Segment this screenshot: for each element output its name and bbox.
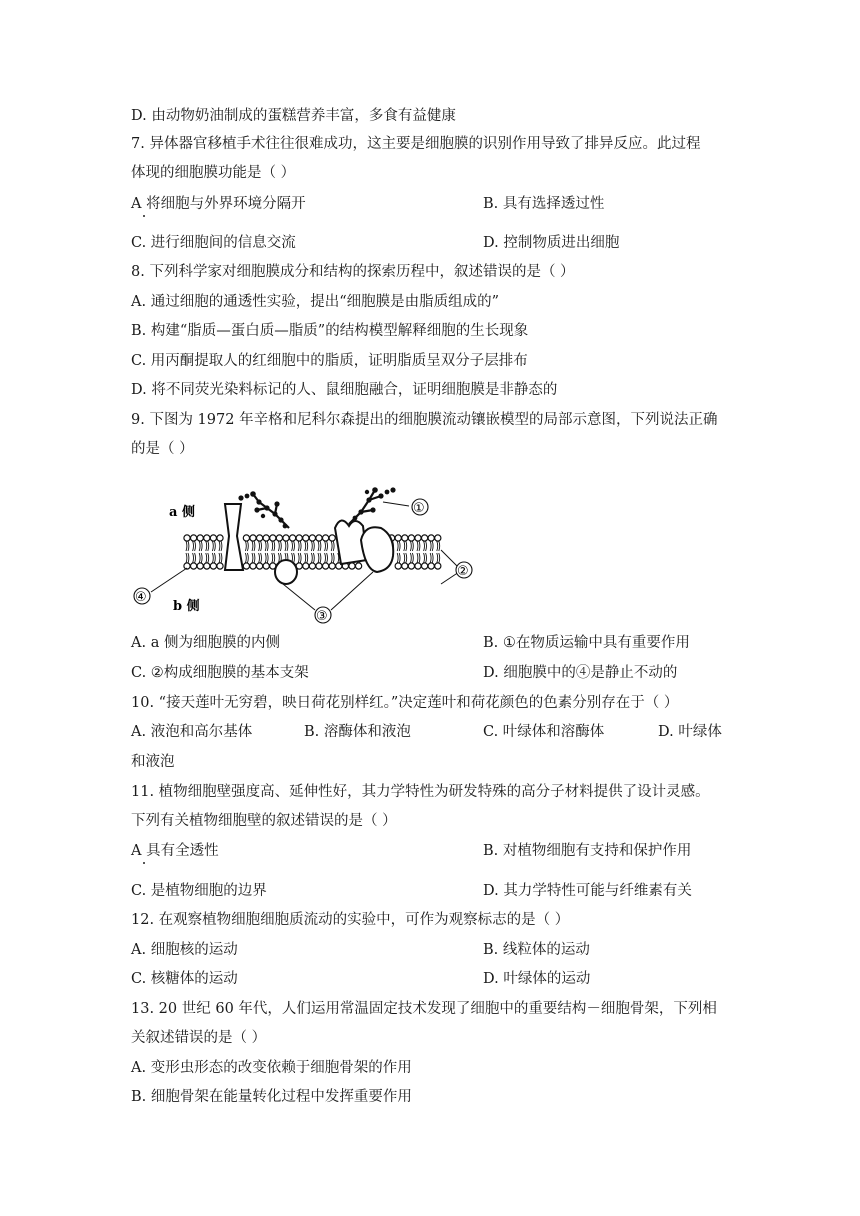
phospholipid-inner — [422, 553, 428, 569]
q10-option-c: C. 叶绿体和溶酶体 — [483, 724, 605, 740]
leader-line-1 — [383, 502, 409, 506]
cell-membrane-diagram — [129, 486, 475, 626]
q13-stem: 13. 20 世纪 60 年代，人们运用常温固定技术发现了细胞中的重要结构－细胞骨架，下列相 — [131, 1001, 717, 1017]
q7-option-a: A 将细胞与外界环境分隔开 — [131, 196, 306, 212]
phospholipid-inner — [210, 553, 216, 569]
q10-option-b: B. 溶酶体和液泡 — [304, 724, 411, 740]
phospholipid-inner — [243, 553, 249, 569]
phospholipid-inner — [323, 553, 329, 569]
phospholipid-outer — [191, 535, 197, 551]
phospholipid-inner — [435, 553, 441, 569]
q13-option-b: B. 细胞骨架在能量转化过程中发挥重要作用 — [131, 1089, 412, 1105]
phospholipid-inner — [217, 553, 223, 569]
phospholipid-outer — [422, 535, 428, 551]
phospholipid-inner — [263, 553, 269, 569]
phospholipid-outer — [243, 535, 249, 551]
q9-option-a: A. a 侧为细胞膜的内侧 — [131, 635, 280, 651]
q9-option-c: C. ②构成细胞膜的基本支架 — [131, 665, 309, 681]
phospholipid-outer — [435, 535, 441, 551]
phospholipid-inner — [309, 553, 315, 569]
phospholipid-outer — [217, 535, 223, 551]
phospholipid-outer — [270, 535, 276, 551]
label-4: ④ — [135, 590, 147, 605]
q6-option-d: D. 由动物奶油制成的蛋糕营养丰富，多食有益健康 — [131, 108, 456, 124]
label-3: ③ — [316, 609, 328, 624]
phospholipid-outer — [323, 535, 329, 551]
phospholipid-outer — [316, 535, 322, 551]
phospholipid-outer — [408, 535, 414, 551]
q11-option-c: C. 是植物细胞的边界 — [131, 883, 267, 899]
phospholipid-inner — [296, 553, 302, 569]
q12-stem: 12. 在观察植物细胞细胞质流动的实验中，可作为观察标志的是（ ） — [131, 912, 570, 928]
phospholipid-inner — [415, 553, 421, 569]
q7-stem-cont: 体现的细胞膜功能是（ ） — [131, 165, 296, 181]
q13-option-a: A. 变形虫形态的改变依赖于细胞骨架的作用 — [131, 1060, 412, 1076]
phospholipid-outer — [329, 535, 335, 551]
q11-stem-cont: 下列有关植物细胞壁的叙述错误的是（ ） — [131, 813, 397, 829]
a-side-label: a 侧 — [169, 505, 195, 520]
q9-option-b: B. ①在物质运输中具有重要作用 — [483, 635, 690, 651]
phospholipid-outer — [303, 535, 309, 551]
phospholipid-outer — [257, 535, 263, 551]
q12-option-d: D. 叶绿体的运动 — [483, 971, 591, 987]
q8-option-b: B. 构建“脂质—蛋白质—脂质”的结构模型解释细胞的生长现象 — [131, 323, 529, 339]
phospholipid-inner — [408, 553, 414, 569]
q11-option-a: A 具有全透性 — [131, 843, 219, 859]
phospholipid-inner — [191, 553, 197, 569]
q8-stem: 8. 下列科学家对细胞膜成分和结构的探索历程中，叙述错误的是（ ） — [131, 264, 575, 280]
phospholipid-outer — [415, 535, 421, 551]
phospholipid-outer — [263, 535, 269, 551]
phospholipid-layer-inner — [184, 553, 441, 569]
embedded-protein-right — [361, 527, 393, 572]
q11-option-d: D. 其力学特性可能与纤维素有关 — [483, 883, 692, 899]
phospholipid-inner — [270, 553, 276, 569]
q8-option-d: D. 将不同荧光染料标记的人、鼠细胞融合，证明细胞膜是非静态的 — [131, 382, 558, 398]
phospholipid-inner — [329, 553, 335, 569]
q8-option-c: C. 用丙酮提取人的红细胞中的脂质，证明脂质呈双分子层排布 — [131, 353, 528, 369]
q7-option-d: D. 控制物质进出细胞 — [483, 235, 620, 251]
q10-option-a: A. 液泡和高尔基体 — [131, 724, 253, 740]
phospholipid-outer — [428, 535, 434, 551]
q8-option-a: A. 通过细胞的通透性实验，提出“细胞膜是由脂质组成的” — [131, 294, 500, 310]
q10-stem: 10. “接天莲叶无穷碧，映日荷花别样红。”决定莲叶和荷花颜色的色素分别存在于（ ） — [131, 695, 679, 711]
phospholipid-inner — [402, 553, 408, 569]
phospholipid-inner — [250, 553, 256, 569]
phospholipid-outer — [276, 535, 282, 551]
phospholipid-outer — [184, 535, 190, 551]
phospholipid-inner — [197, 553, 203, 569]
phospholipid-inner — [204, 553, 210, 569]
q10-option-d-cont: 和液泡 — [131, 754, 175, 770]
q12-option-c: C. 核糖体的运动 — [131, 971, 238, 987]
label-2: ② — [457, 564, 469, 579]
phospholipid-outer — [395, 535, 401, 551]
b-side-label: b 侧 — [173, 599, 200, 614]
q10-option-d: D. 叶绿体 — [658, 724, 722, 740]
q7-option-b: B. 具有选择透过性 — [483, 196, 605, 212]
phospholipid-outer — [210, 535, 216, 551]
phospholipid-inner — [184, 553, 190, 569]
q9-stem: 9. 下图为 1972 年辛格和尼科尔森提出的细胞膜流动镶嵌模型的局部示意图，下列说法正确 — [131, 412, 718, 428]
bullet-dot — [143, 215, 145, 217]
phospholipid-inner — [303, 553, 309, 569]
phospholipid-inner — [428, 553, 434, 569]
phospholipid-outer — [250, 535, 256, 551]
peripheral-protein — [275, 560, 297, 584]
phospholipid-inner — [316, 553, 322, 569]
q13-stem-cont: 关叙述错误的是（ ） — [131, 1030, 267, 1046]
leader-line-4 — [151, 568, 187, 592]
phospholipid-outer — [197, 535, 203, 551]
phospholipid-inner — [395, 553, 401, 569]
q12-option-a: A. 细胞核的运动 — [131, 942, 238, 958]
phospholipid-outer — [309, 535, 315, 551]
q7-option-c: C. 进行细胞间的信息交流 — [131, 235, 296, 251]
phospholipid-outer — [204, 535, 210, 551]
phospholipid-inner — [257, 553, 263, 569]
q7-stem: 7. 异体器官移植手术往往很难成功，这主要是细胞膜的识别作用导致了排异反应。此过程 — [131, 136, 701, 152]
q11-option-b: B. 对植物细胞有支持和保护作用 — [483, 843, 692, 859]
q11-stem: 11. 植物细胞壁强度高、延伸性好，其力学特性为研发特殊的高分子材料提供了设计灵感。 — [131, 784, 710, 800]
transmembrane-protein-left — [225, 504, 243, 570]
phospholipid-outer — [290, 535, 296, 551]
phospholipid-layer-outer — [184, 535, 441, 551]
phospholipid-outer — [283, 535, 289, 551]
bullet-dot — [143, 862, 145, 864]
phospholipid-outer — [402, 535, 408, 551]
phospholipid-outer — [296, 535, 302, 551]
q9-option-d: D. 细胞膜中的④是静止不动的 — [483, 665, 678, 681]
label-1: ① — [413, 501, 425, 516]
q12-option-b: B. 线粒体的运动 — [483, 942, 590, 958]
q9-stem-cont: 的是（ ） — [131, 441, 194, 457]
